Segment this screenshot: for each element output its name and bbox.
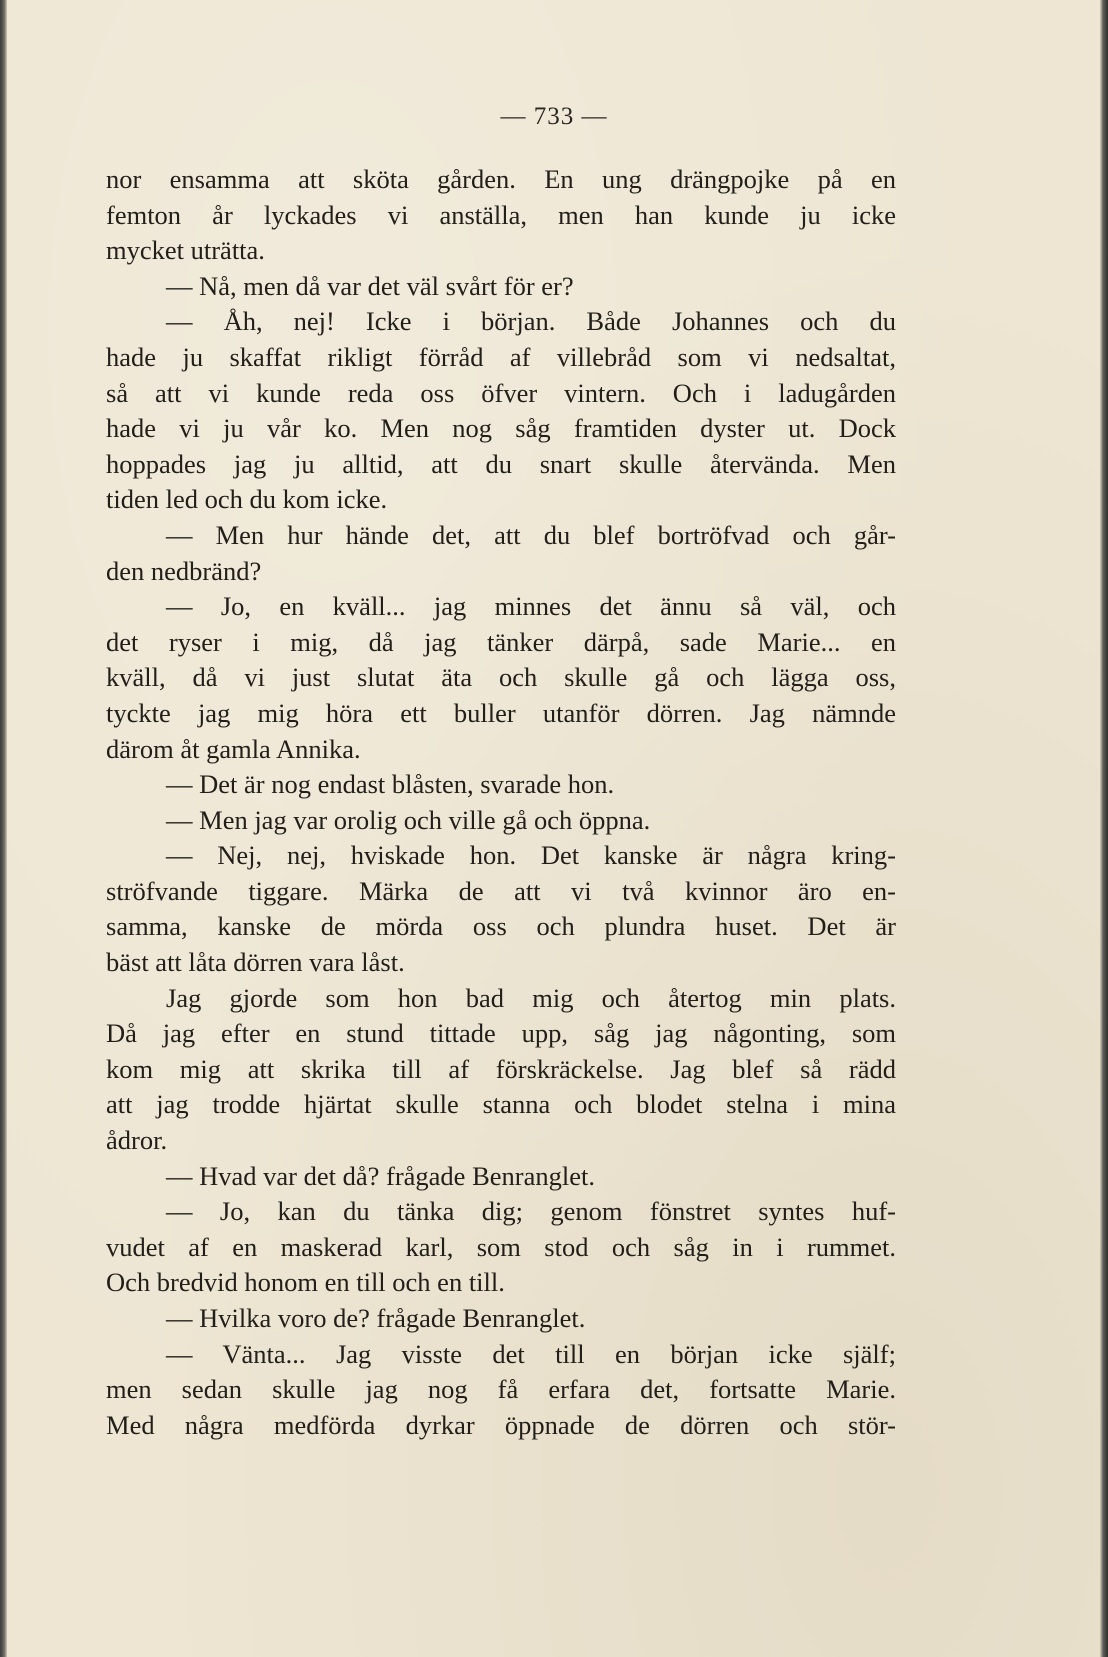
text-line: tiden led och du kom icke. — [106, 484, 388, 515]
text-line: bäst att låta dörren vara låst. — [106, 947, 405, 978]
text-line: Och bredvid honom en till och en till. — [106, 1267, 505, 1298]
text-line: den nedbränd? — [106, 555, 262, 586]
text-line: därom åt gamla Annika. — [106, 733, 361, 764]
text-line: — Hvad var det då? frågade Benranglet. — [166, 1160, 595, 1191]
text-line: hade ju skaffat rikligt förråd af villebråd som vi nedsaltat, — [106, 341, 896, 372]
page-number: — 733 — — [500, 103, 608, 130]
text-line: kom mig att skrika till af förskräckelse. Jag blef så rädd — [106, 1053, 896, 1084]
text-line: — Men jag var orolig och ville gå och öppna. — [166, 804, 651, 835]
text-line: — Det är nog endast blåsten, svarade hon. — [166, 769, 615, 800]
text-line: nor ensamma att sköta gården. En ung drängpojke på en — [106, 164, 896, 194]
text-line: Då jag efter en stund tittade upp, såg jag någonting, som — [106, 1018, 896, 1049]
text-line: så att vi kunde reda oss öfver vintern. Och i ladugården — [106, 377, 896, 408]
text-line: ådror. — [106, 1125, 168, 1156]
page-binding-edge — [0, 0, 7, 1657]
text-line: — Vänta... Jag visste det till en början icke själf; — [166, 1338, 896, 1369]
text-line: tyckte jag mig höra ett buller utanför dörren. Jag nämnde — [106, 697, 896, 728]
text-line: hade vi ju vår ko. Men nog såg framtiden dyster ut. Dock — [106, 413, 896, 444]
text-line: det ryser i mig, då jag tänker därpå, sade Marie... en — [106, 626, 896, 657]
text-line: Med några medförda dyrkar öppnade de dörren och stör- — [106, 1409, 896, 1440]
body-text — [106, 162, 896, 1443]
page-right-edge — [1100, 0, 1108, 1657]
text-line: mycket uträtta. — [106, 235, 265, 266]
text-line: ströfvande tiggare. Märka de att vi två kvinnor äro en- — [106, 875, 896, 906]
text-line: vudet af en maskerad karl, som stod och såg in i rummet. — [106, 1231, 896, 1262]
text-line: — Åh, nej! Icke i början. Både Johannes och du — [166, 306, 896, 337]
text-line: — Nå, men då var det väl svårt för er? — [166, 270, 574, 301]
text-line: — Jo, kan du tänka dig; genom fönstret syntes huf- — [166, 1196, 896, 1227]
text-line: — Nej, nej, hviskade hon. Det kanske är några kring- — [166, 840, 896, 871]
text-line: men sedan skulle jag nog få erfara det, fortsatte Marie. — [106, 1374, 896, 1405]
text-line: Jag gjorde som hon bad mig och återtog min plats. — [166, 982, 896, 1013]
text-line: att jag trodde hjärtat skulle stanna och blodet stelna i mina — [106, 1089, 896, 1120]
text-line: femton år lyckades vi anställa, men han kunde ju icke — [106, 199, 896, 230]
text-line: hoppades jag ju alltid, att du snart skulle återvända. Men — [106, 448, 896, 479]
text-line: — Hvilka voro de? frågade Benranglet. — [166, 1303, 586, 1333]
text-line: kväll, då vi just slutat äta och skulle gå och lägga oss, — [106, 662, 896, 693]
text-line: — Men hur hände det, att du blef bortröfvad och går- — [166, 519, 896, 550]
text-line: samma, kanske de mörda oss och plundra huset. Det är — [106, 911, 896, 942]
text-line: — Jo, en kväll... jag minnes det ännu så väl, och — [166, 591, 896, 622]
